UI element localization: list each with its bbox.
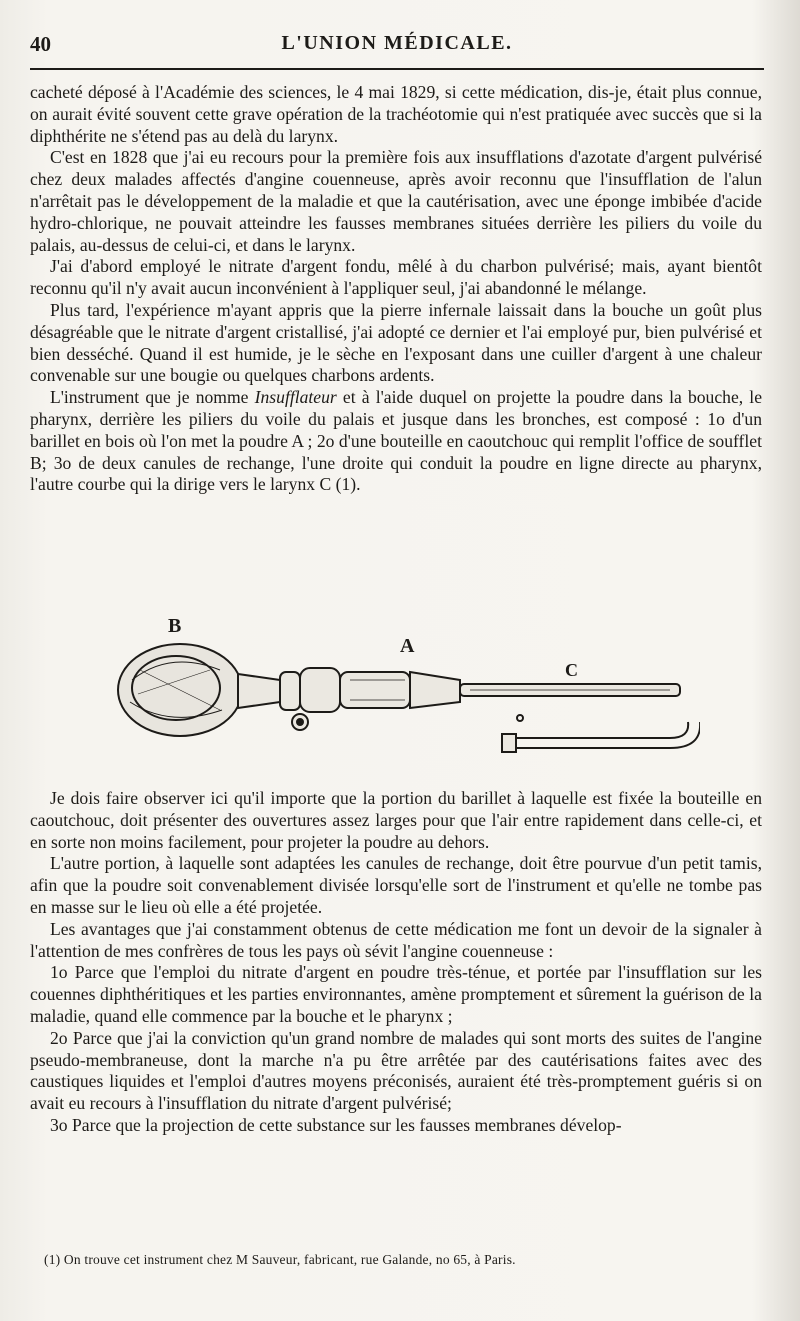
- journal-title: L'UNION MÉDICALE.: [281, 32, 513, 54]
- paragraph-insufflateur: [30, 387, 762, 496]
- figure-label-b: B: [168, 615, 182, 637]
- header-rule: [30, 68, 764, 70]
- paragraph: C'est en 1828 que j'ai eu recours pour la première fois aux insufflations d'azotate d'argent pulvérisé chez deux malades affectés d'angine couenneuse, après avoir reconnu que l'insufflation de l'alun n'arrêtait pas le développement de la maladie et que la cautérisation, avec une éponge imbibée d'acide hydro-chlorique, ne pouvait atteindre les fausses membranes situées derrière les piliers du voile du palais, au-dessus de celui-ci, et dans le larynx.: [30, 147, 762, 255]
- wooden-barrel: [238, 668, 460, 730]
- paragraph: Les avantages que j'ai constamment obtenus de cette médication me font un devoir de la signaler à l'attention de mes confrères de tous les pays où sévit l'angine couenneuse :: [30, 918, 762, 961]
- curved-cannula: [502, 715, 700, 752]
- text-block-upper: [30, 82, 762, 496]
- paragraph: 3o Parce que la projection de cette substance sur les fausses membranes dévelop-: [50, 1114, 622, 1135]
- figure-label-c: C: [565, 660, 578, 680]
- paragraph: Plus tard, l'expérience m'ayant appris que la pierre infernale laissait dans la bouche un goût plus désagréable que le nitrate d'argent cristallisé, j'ai adopté ce dernier et l'ai employé pur, bien pulvérisé et bien desséché. Quand il est humide, je le sèche en l'exposant dans une cuiller d'argent à une chaleur convenable sur une bougie ou quelques charbons ardents.: [30, 299, 762, 386]
- paragraph-text: L'instrument que je nomme Insufflateur et à l'aide duquel on projette la poudre dans la bouche, le pharynx, derrière les piliers du voile du palais et jusque dans les bronches, est composé : 1o d'un barillet en bois où l'on met la poudre A ; 2o d'une bouteille en caoutchouc qui remplit l'office de soufflet B; 3o de deux canules de rechange, l'une droite qui conduit la poudre en ligne directe au pharynx, l'autre courbe qui la dirige vers le larynx C (1).: [30, 387, 762, 495]
- paragraph: cacheté déposé à l'Académie des sciences, le 4 mai 1829, si cette médication, dis-je, était plus connue, on aurait évité souvent cette grave opération de la trachéotomie qui n'est pratiquée avec succès que si la diphthérite ne s'étend pas au delà du larynx.: [30, 82, 762, 146]
- paragraph: J'ai d'abord employé le nitrate d'argent fondu, mêlé à du charbon pulvérisé; mais, ayant bientôt reconnu qu'il n'y avait aucun inconvénient à l'appliquer seul, j'ai abandonné le mélange.: [30, 256, 762, 299]
- figure-label-a: A: [400, 635, 415, 657]
- insufflator-figure: [110, 610, 700, 780]
- paragraph: Je dois faire observer ici qu'il importe que la portion du barillet à laquelle est fixée la bouteille en caoutchouc, doit présenter des ouvertures assez larges pour que l'air entre rapidement dans celle-ci, et en sorte non moins facilement, pour projeter la poudre au dehors.: [30, 788, 762, 852]
- paragraph: L'autre portion, à laquelle sont adaptées les canules de rechange, doit être pourvue d'un petit tamis, afin que la poudre soit convenablement divisée lorsqu'elle sort de l'instrument et qu'elle ne tombe pas en masse sur le lieu où elle a été projetée.: [30, 853, 762, 917]
- straight-cannula: [460, 684, 680, 696]
- insufflateur-term: Insufflateur: [254, 387, 337, 408]
- rubber-bulb: [118, 644, 242, 736]
- paragraph: 1o Parce que l'emploi du nitrate d'argent en poudre très-ténue, et portée par l'insufflation sur les couennes diphthéritiques et les parties environnantes, amène promptement et sûrement la guérison de la maladie, quand elle commence par la bouche et le pharynx ;: [30, 962, 762, 1026]
- page-header: [30, 32, 764, 60]
- footnote: (1) On trouve cet instrument chez M Sauveur, fabricant, rue Galande, no 65, à Paris.: [44, 1252, 516, 1267]
- insufflator-drawing: [110, 610, 700, 780]
- paragraph: 2o Parce que j'ai la conviction qu'un grand nombre de malades qui sont morts des suites de l'angine pseudo-membraneuse, dont la marche n'a pu être arrêtée par des cautérisations faites avec des caustiques liquides et l'emploi d'autres moyens préconisés, auraient été très-promptement guéris si on avait eu recours à l'insufflation du nitrate d'argent pulvérisé;: [30, 1027, 762, 1114]
- page-number: 40: [30, 32, 51, 56]
- text-block-lower: [30, 788, 762, 1137]
